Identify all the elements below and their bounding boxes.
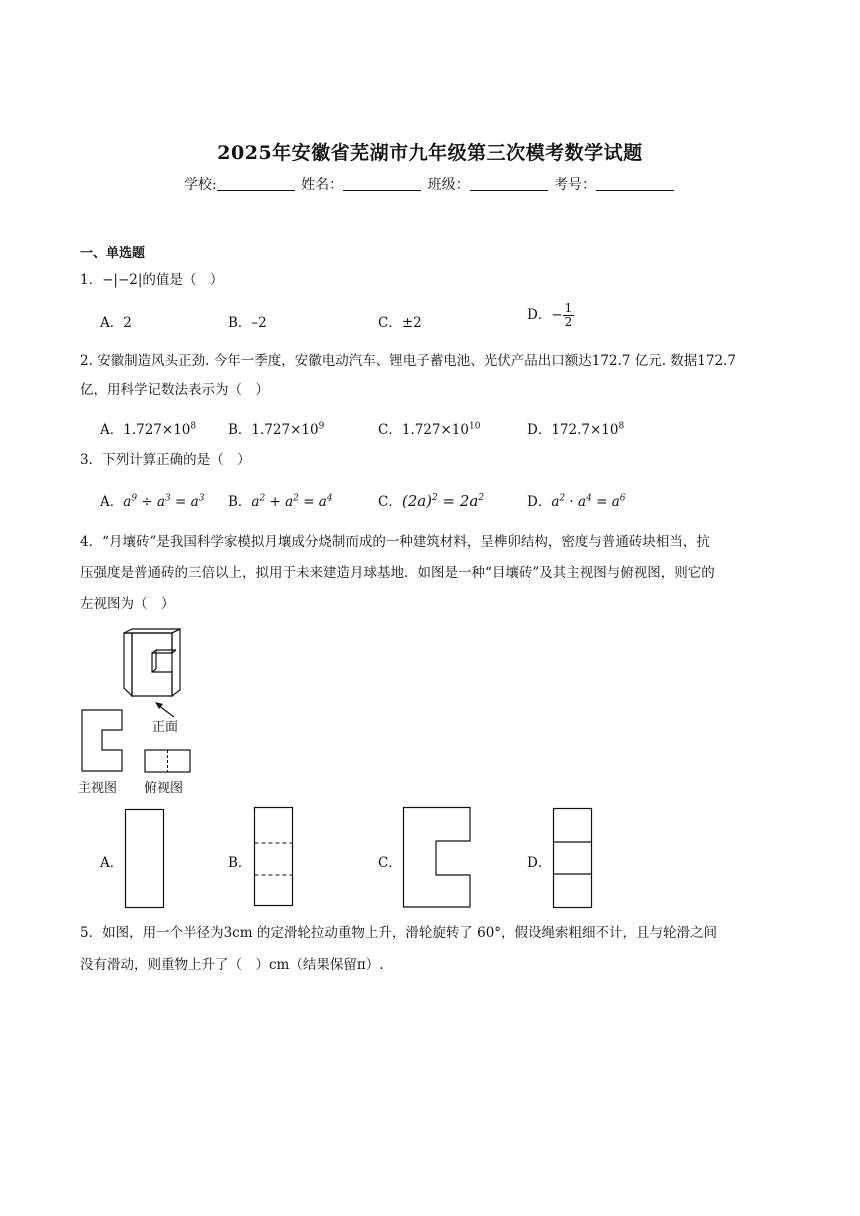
q4-option-b-figure [253, 806, 295, 908]
top-view-label: 俯视图 [144, 781, 184, 796]
q2-option-a: A．$1.727\times 10^8$ [100, 421, 197, 438]
main-view-label: 主视图 [78, 781, 118, 796]
q1-option-b: B．–2 [228, 315, 267, 331]
school-label: 学校: [183, 177, 217, 193]
top-view-figure [143, 748, 193, 774]
main-view-figure [80, 708, 126, 774]
q4-option-a-figure [124, 808, 166, 910]
q4-option-d-figure [552, 807, 594, 911]
q4-line-1: 4．“月壤砖”是我国科学家模拟月壤成分烧制而成的一种建筑材料，呈榫卯结构，密度与普通砖块相当，抗 [80, 534, 710, 550]
name-blank [343, 176, 421, 191]
class-label: 班级： [427, 177, 470, 193]
q2-line-1: 2. 安徽制造风头正劲. 今年一季度，安徽电动汽车、锂电子蓄电池、光伏产品出口额达172.7 亿元. 数据172.7 [80, 353, 736, 369]
front-label: 正面 [152, 720, 179, 735]
q3-option-b: B．$a^2 + a^2 = a^4$ [228, 493, 333, 510]
q4-option-d: D． [527, 855, 552, 871]
q2-option-c: C．$1.727\times 10^{10}$ [378, 421, 481, 438]
school-blank [217, 176, 295, 191]
q1-suffix: 的值是（ ） [142, 272, 224, 288]
moon-brick-3d-figure [118, 628, 190, 708]
fraction-denominator: 2 [564, 315, 573, 329]
number-label: 考号： [554, 177, 597, 193]
q1-number: 1． [80, 272, 103, 288]
q1-option-a: A．2 [100, 315, 132, 331]
q4-line-2: 压强度是普通砖的三倍以上，拟用于未来建造月球基地．如图是一种“目壤砖”及其主视图与俯视图，则它的 [80, 565, 715, 581]
q3-stem: 3．下列计算正确的是（ ） [80, 452, 251, 468]
q2-option-d: D．$172.7\times 10^8$ [527, 421, 625, 438]
q4-line-3: 左视图为（ ） [80, 596, 175, 612]
question-1-stem [80, 270, 223, 290]
q4-option-c: C． [378, 855, 402, 871]
section-heading: 一、单选题 [80, 246, 146, 261]
name-label: 姓名： [301, 177, 344, 193]
q1-option-d-label: D．− [527, 307, 563, 323]
page-title: 2025年安徽省芜湖市九年级第三次模考数学试题 [217, 142, 643, 164]
fraction-numerator: 1 [564, 301, 573, 315]
q4-option-c-figure [402, 806, 474, 910]
q3-option-a: A．$a^9 \div a^3 = a^3$ [100, 493, 205, 510]
q2-option-b: B．$1.727\times 10^9$ [228, 421, 325, 438]
q4-option-a: A． [100, 855, 124, 871]
q5-line-2: 没有滑动，则重物上升了（ ）cm（结果保留π）. [80, 957, 384, 973]
q2-line-2: 亿，用科学记数法表示为（ ） [80, 382, 269, 398]
q4-option-b: B． [228, 855, 252, 871]
q3-option-c: C．$(2a)^2 = 2a^2$ [378, 492, 485, 510]
q1-option-d-fraction [563, 302, 575, 329]
q1-option-d [527, 302, 574, 329]
q3-option-d: D．$a^2 \cdot a^4 = a^6$ [527, 493, 626, 510]
number-blank [596, 176, 674, 191]
q1-expression: −|−2| [102, 272, 143, 288]
class-blank [470, 176, 548, 191]
q5-line-1: 5．如图，用一个半径为3cm 的定滑轮拉动重物上升，滑轮旋转了 60°，假设绳索粗细不计，且与轮滑之间 [80, 925, 718, 941]
q1-option-c: C．±2 [378, 315, 422, 331]
student-info-line [0, 174, 860, 194]
